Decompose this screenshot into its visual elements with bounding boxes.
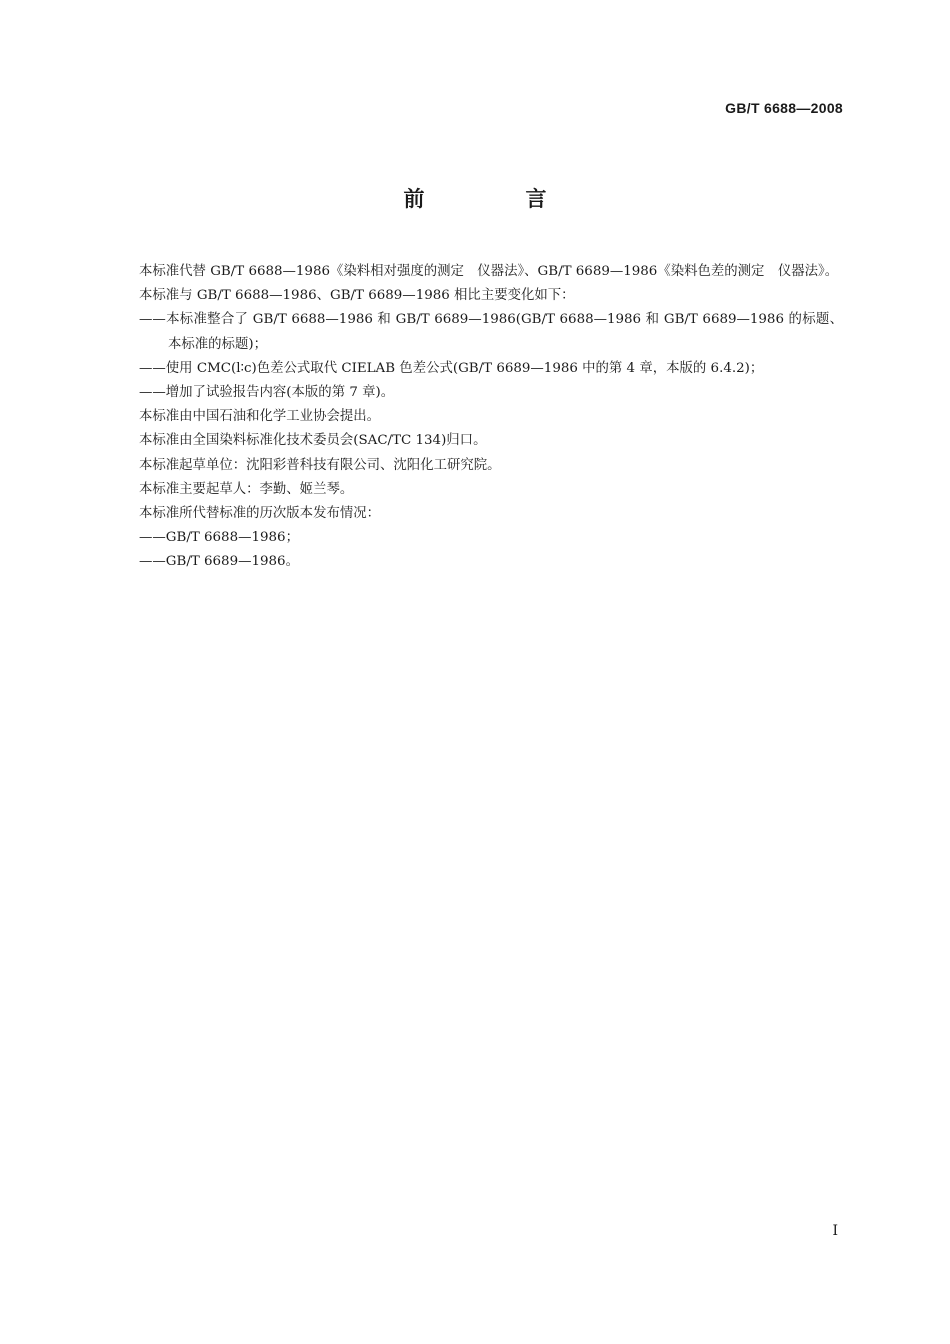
- page-number: I: [832, 1223, 838, 1239]
- list-item: ——使用 CMC(l∶c)色差公式取代 CIELAB 色差公式(GB/T 6689—1986 中的第 4 章，本版的 6.4.2)；: [139, 360, 764, 376]
- list-item: ——GB/T 6688—1986；: [139, 530, 299, 546]
- paragraph-changes-intro: 本标准与 GB/T 6688—1986、GB/T 6689—1986 相比主要变化如下：: [139, 288, 575, 304]
- list-item: ——本标准整合了 GB/T 6688—1986 和 GB/T 6689—1986(GB/T 6688—1986 和 GB/T 6689—1986 的标题、本标准的标题)；: [139, 312, 843, 352]
- document-body: [108, 260, 843, 575]
- standard-code: GB/T 6688—2008: [725, 100, 843, 116]
- list-item: ——增加了试验报告内容(本版的第 7 章)。: [139, 385, 395, 401]
- paragraph-history-intro: 本标准所代替标准的历次版本发布情况：: [139, 506, 381, 522]
- paragraph-drafting-units: 本标准起草单位：沈阳彩普科技有限公司、沈阳化工研究院。: [139, 457, 501, 473]
- paragraph-proposer: 本标准由中国石油和化学工业协会提出。: [139, 409, 381, 425]
- paragraph-committee: 本标准由全国染料标准化技术委员会(SAC/TC 134)归口。: [139, 433, 487, 449]
- paragraph-drafters: 本标准主要起草人：李勤、姬兰琴。: [139, 481, 354, 497]
- paragraph-replaces: 本标准代替 GB/T 6688—1986《染料相对强度的测定 仪器法》、GB/T 6689—1986《染料色差的测定 仪器法》。: [139, 264, 839, 279]
- list-item: ——GB/T 6689—1986。: [139, 554, 299, 570]
- page-title: 前 言: [403, 187, 587, 211]
